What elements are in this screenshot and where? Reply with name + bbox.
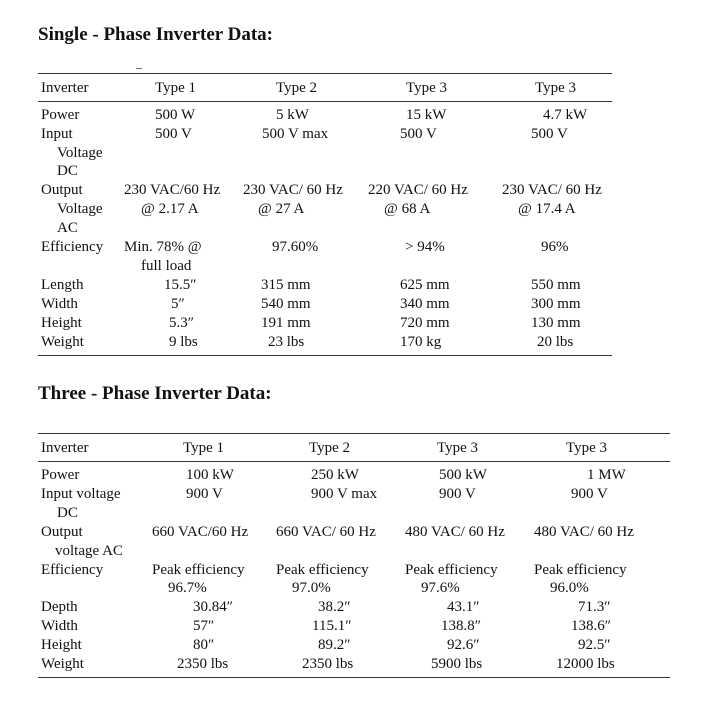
header-rule [38,101,612,102]
table-cell: 92.6″ [447,637,480,653]
table-cell: Peak efficiency [152,562,245,578]
table-cell: 500 W [155,107,196,123]
table-cell: 1 MW [587,467,626,483]
column-header: Inverter [41,440,89,456]
top-rule [38,73,612,74]
table-cell: 2350 lbs [177,656,229,672]
row-label: Voltage [57,145,103,161]
row-label: Height [41,315,82,331]
table-cell: 550 mm [531,277,581,293]
table-cell: 625 mm [400,277,450,293]
row-label: Depth [41,599,78,615]
column-header: Inverter [41,80,89,96]
table-cell: 92.5″ [578,637,611,653]
row-label: Efficiency [41,239,104,255]
table-cell: 540 mm [261,296,311,312]
table-cell: 138.8″ [441,618,481,634]
table-cell: 38.2″ [318,599,351,615]
row-label: voltage AC [55,543,123,559]
table-cell: 500 kW [439,467,487,483]
table-cell: 89.2″ [318,637,351,653]
table-cell: 230 VAC/ 60 Hz [243,182,343,198]
row-label: Power [41,107,80,123]
row-label: DC [57,163,78,179]
table-cell: 23 lbs [268,334,305,350]
table-cell: @ 2.17 A [141,201,199,217]
table-cell: 500 V max [262,126,329,142]
row-label: DC [57,505,78,521]
table-cell: 5″ [171,296,185,312]
table-cell: 2350 lbs [302,656,354,672]
bottom-rule [38,677,670,678]
column-header: Type 3 [406,80,448,96]
table-cell: 80″ [193,637,215,653]
bottom-rule [38,355,612,356]
column-header: Type 2 [276,80,318,96]
table-cell: 900 V [439,486,476,502]
table-cell: 500 V [155,126,192,142]
table-cell: 660 VAC/60 Hz [152,524,249,540]
table-cell: 57″ [193,618,215,634]
table-cell: 30.84″ [193,599,233,615]
column-header: Type 3 [535,80,577,96]
row-label: Width [41,296,78,312]
table-cell: 130 mm [531,315,581,331]
table-cell: 315 mm [261,277,311,293]
table-cell: 96.7% [168,580,207,596]
column-header: Type 3 [566,440,608,456]
row-label: AC [57,220,78,236]
row-label: Input [41,126,73,142]
table-cell: 191 mm [261,315,311,331]
row-label: Length [41,277,84,293]
table-cell: 97.6% [421,580,460,596]
table-cell: 5900 lbs [431,656,483,672]
table-cell: 900 V [571,486,608,502]
table-cell: 220 VAC/ 60 Hz [368,182,468,198]
table-cell: 340 mm [400,296,450,312]
row-label: Output [41,182,83,198]
row-label: Voltage [57,201,103,217]
table-cell: > 94% [405,239,445,255]
header-rule [38,461,670,462]
decorative-mark [136,68,142,69]
table-cell: 15.5″ [164,277,197,293]
table-cell: 900 V max [311,486,378,502]
table-cell: @ 17.4 A [518,201,576,217]
column-header: Type 1 [183,440,225,456]
single-phase-title: Single - Phase Inverter Data: [38,24,274,45]
table-cell: 170 kg [400,334,442,350]
row-label: Efficiency [41,562,104,578]
table-cell: 720 mm [400,315,450,331]
table-cell: @ 27 A [258,201,305,217]
table-cell: 20 lbs [537,334,574,350]
table-cell: 5.3″ [169,315,194,331]
row-label: Power [41,467,80,483]
table-cell: 230 VAC/ 60 Hz [502,182,602,198]
table-cell: 97.60% [272,239,319,255]
row-label: Output [41,524,83,540]
table-cell: 4.7 kW [543,107,588,123]
three-phase-title: Three - Phase Inverter Data: [38,383,272,404]
table-cell: 138.6″ [571,618,611,634]
table-cell: 15 kW [406,107,447,123]
table-cell: 250 kW [311,467,359,483]
table-cell: 660 VAC/ 60 Hz [276,524,376,540]
row-label: Height [41,637,82,653]
row-label: Weight [41,334,84,350]
table-cell: 96% [541,239,569,255]
table-cell: 480 VAC/ 60 Hz [534,524,634,540]
table-cell: 9 lbs [169,334,198,350]
top-rule [38,433,670,434]
table-cell: 115.1″ [312,618,352,634]
column-header: Type 1 [155,80,197,96]
row-label: Width [41,618,78,634]
table-cell: @ 68 A [384,201,431,217]
table-cell: 230 VAC/60 Hz [124,182,221,198]
table-cell: Min. 78% @ [124,239,202,255]
table-cell: 500 V [400,126,437,142]
table-cell: 480 VAC/ 60 Hz [405,524,505,540]
table-cell: 71.3″ [578,599,611,615]
table-cell: 43.1″ [447,599,480,615]
table-cell: 5 kW [276,107,309,123]
table-cell: Peak efficiency [276,562,369,578]
table-cell: full load [141,258,192,274]
table-cell: Peak efficiency [405,562,498,578]
column-header: Type 2 [309,440,351,456]
row-label: Weight [41,656,84,672]
table-cell: 96.0% [550,580,589,596]
table-cell: 12000 lbs [556,656,615,672]
table-cell: 900 V [186,486,223,502]
table-cell: 500 V [531,126,568,142]
table-cell: 97.0% [292,580,331,596]
table-cell: Peak efficiency [534,562,627,578]
table-cell: 100 kW [186,467,234,483]
row-label: Input voltage [41,486,121,502]
table-cell: 300 mm [531,296,581,312]
column-header: Type 3 [437,440,479,456]
